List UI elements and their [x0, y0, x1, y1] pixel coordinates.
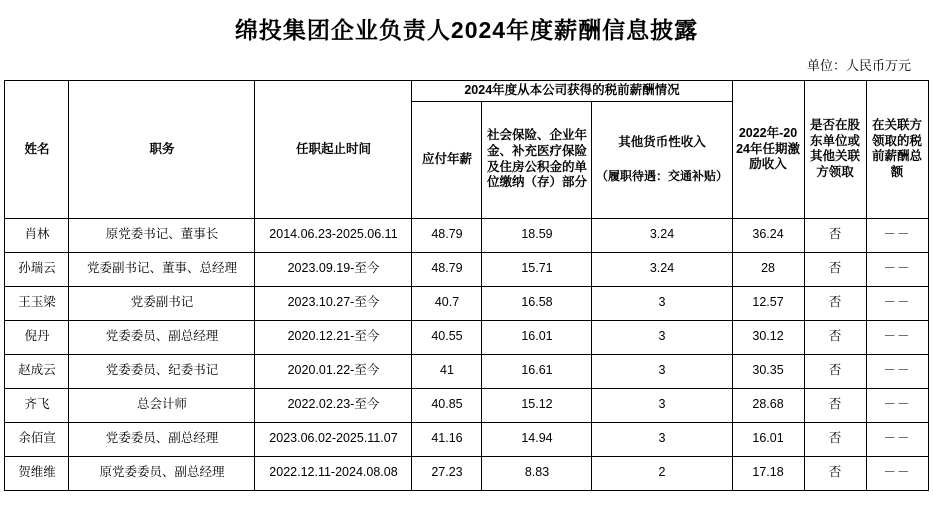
header-row-top: [5, 81, 928, 102]
cell-name: 孙瑞云: [5, 252, 69, 286]
cell-incentive: 12.57: [732, 286, 804, 320]
cell-period: 2020.01.22-至今: [255, 354, 412, 388]
cell-position: 原党委委员、副总经理: [69, 456, 255, 490]
column-header-related-party: 在关联方领取的税前薪酬总额: [866, 81, 928, 219]
cell-position: 党委委员、纪委书记: [69, 354, 255, 388]
cell-other-income: 3: [592, 286, 732, 320]
column-header-insurance: 社会保险、企业年金、补充医疗保险及住房公积金的单位缴纳（存）部分: [482, 101, 592, 218]
cell-annual-salary: 41.16: [412, 422, 482, 456]
cell-period: 2014.06.23-2025.06.11: [255, 218, 412, 252]
table-row: [5, 354, 928, 388]
cell-name: 倪丹: [5, 320, 69, 354]
column-header-other-income-note: （履职待遇：交通补贴）: [595, 168, 728, 183]
cell-incentive: 30.12: [732, 320, 804, 354]
cell-annual-salary: 40.55: [412, 320, 482, 354]
cell-insurance: 14.94: [482, 422, 592, 456]
table-row: [5, 320, 928, 354]
cell-incentive: 28: [732, 252, 804, 286]
table-row: [5, 422, 928, 456]
cell-annual-salary: 40.7: [412, 286, 482, 320]
salary-disclosure-table: [4, 80, 928, 491]
cell-annual-salary: 40.85: [412, 388, 482, 422]
cell-period: 2023.09.19-至今: [255, 252, 412, 286]
cell-incentive: 30.35: [732, 354, 804, 388]
cell-related-party: －－: [866, 456, 928, 490]
cell-other-income: 3.24: [592, 218, 732, 252]
cell-annual-salary: 48.79: [412, 252, 482, 286]
column-header-period: 任职起止时间: [255, 81, 412, 219]
cell-period: 2023.10.27-至今: [255, 286, 412, 320]
cell-name: 王玉梁: [5, 286, 69, 320]
table-row: [5, 286, 928, 320]
table-row: [5, 252, 928, 286]
cell-holding: 否: [804, 218, 866, 252]
cell-insurance: 16.61: [482, 354, 592, 388]
cell-related-party: －－: [866, 218, 928, 252]
cell-position: 总会计师: [69, 388, 255, 422]
cell-related-party: －－: [866, 422, 928, 456]
cell-related-party: －－: [866, 388, 928, 422]
table-body: [5, 218, 928, 490]
cell-name: 齐飞: [5, 388, 69, 422]
cell-holding: 否: [804, 252, 866, 286]
cell-related-party: －－: [866, 320, 928, 354]
cell-incentive: 36.24: [732, 218, 804, 252]
table-header: [5, 81, 928, 219]
cell-position: 原党委书记、董事长: [69, 218, 255, 252]
cell-holding: 否: [804, 422, 866, 456]
cell-related-party: －－: [866, 252, 928, 286]
cell-incentive: 16.01: [732, 422, 804, 456]
table-row: [5, 456, 928, 490]
cell-related-party: －－: [866, 354, 928, 388]
cell-position: 党委副书记: [69, 286, 255, 320]
column-header-position: 职务: [69, 81, 255, 219]
cell-insurance: 16.58: [482, 286, 592, 320]
cell-other-income: 3.24: [592, 252, 732, 286]
cell-period: 2020.12.21-至今: [255, 320, 412, 354]
column-header-pretax-group: 2024年度从本公司获得的税前薪酬情况: [412, 81, 732, 102]
cell-holding: 否: [804, 456, 866, 490]
cell-related-party: －－: [866, 286, 928, 320]
column-header-holding: 是否在股东单位或其他关联方领取: [804, 81, 866, 219]
cell-holding: 否: [804, 286, 866, 320]
cell-incentive: 17.18: [732, 456, 804, 490]
column-header-other-income-label: 其他货币性收入: [618, 135, 706, 150]
cell-insurance: 15.71: [482, 252, 592, 286]
cell-name: 余佰宣: [5, 422, 69, 456]
column-header-annual-salary: 应付年薪: [412, 101, 482, 218]
cell-other-income: 3: [592, 320, 732, 354]
cell-period: 2022.02.23-至今: [255, 388, 412, 422]
unit-note: 单位：人民币万元: [806, 58, 911, 73]
cell-insurance: 8.83: [482, 456, 592, 490]
cell-holding: 否: [804, 388, 866, 422]
table-row: [5, 388, 928, 422]
cell-insurance: 18.59: [482, 218, 592, 252]
cell-other-income: 3: [592, 422, 732, 456]
cell-holding: 否: [804, 320, 866, 354]
table-row: [5, 218, 928, 252]
cell-name: 肖林: [5, 218, 69, 252]
cell-other-income: 3: [592, 354, 732, 388]
cell-name: 贺维维: [5, 456, 69, 490]
cell-holding: 否: [804, 354, 866, 388]
column-header-incentive: 2022年-2024年任期激励收入: [732, 81, 804, 219]
cell-incentive: 28.68: [732, 388, 804, 422]
cell-annual-salary: 27.23: [412, 456, 482, 490]
page-title: 绵投集团企业负责人2024年度薪酬信息披露: [234, 17, 699, 43]
cell-position: 党委委员、副总经理: [69, 422, 255, 456]
cell-other-income: 3: [592, 388, 732, 422]
column-header-name: 姓名: [5, 81, 69, 219]
cell-position: 党委副书记、董事、总经理: [69, 252, 255, 286]
cell-insurance: 15.12: [482, 388, 592, 422]
cell-period: 2023.06.02-2025.11.07: [255, 422, 412, 456]
cell-position: 党委委员、副总经理: [69, 320, 255, 354]
cell-name: 赵成云: [5, 354, 69, 388]
cell-insurance: 16.01: [482, 320, 592, 354]
cell-other-income: 2: [592, 456, 732, 490]
cell-annual-salary: 41: [412, 354, 482, 388]
cell-period: 2022.12.11-2024.08.08: [255, 456, 412, 490]
cell-annual-salary: 48.79: [412, 218, 482, 252]
column-header-other-income: [592, 101, 732, 218]
